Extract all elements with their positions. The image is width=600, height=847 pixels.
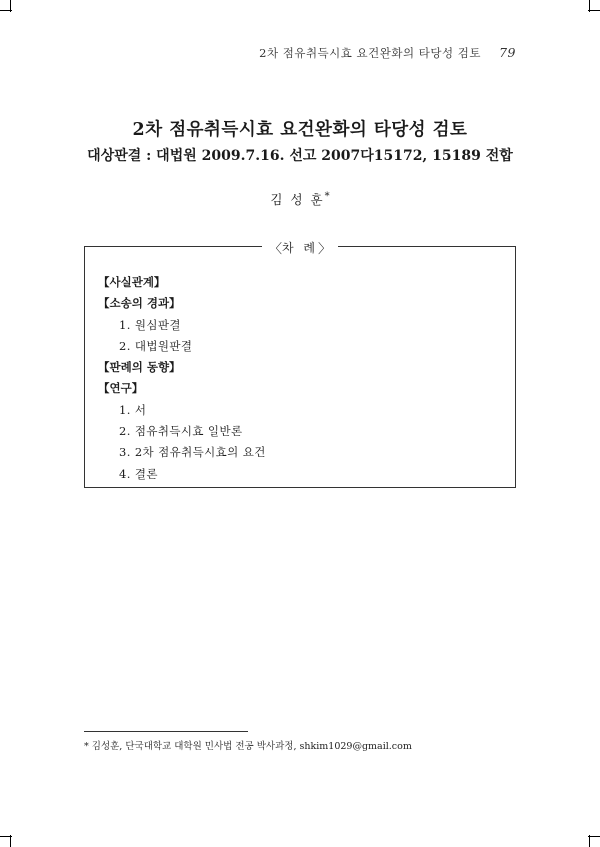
toc-section-item: 【판례의 동향】 — [98, 360, 181, 375]
toc-section-item: 【연구】 — [98, 381, 144, 396]
footnote-text: 김성훈, 단국대학교 대학원 민사법 전공 박사과정, shkim1029@gmail.com — [91, 741, 412, 752]
toc-subsection-item: 3. 2차 점유취득시효의 요건 — [119, 445, 266, 460]
toc-subsection-item: 2. 대법원판결 — [119, 338, 193, 353]
footnote-rule — [84, 731, 248, 732]
toc-subsection-item: 1. 원심판결 — [119, 317, 181, 332]
toc-section-item: 【사실관계】 — [98, 275, 166, 289]
toc-list — [98, 272, 498, 485]
toc-section-item: 【소송의 경과】 — [98, 296, 181, 311]
toc-border-top-right — [338, 246, 516, 247]
crop-mark — [589, 0, 590, 12]
article-subtitle: 대상판결 : 대법원 2009.7.16. 선고 2007다15172, 15189 전합 — [87, 148, 513, 164]
toc-heading — [262, 238, 338, 256]
toc-subsection-item: 1. 서 — [119, 402, 147, 417]
author-name-text: 김 성 훈 — [270, 192, 325, 207]
toc-border-top-left — [84, 246, 262, 247]
running-header — [259, 45, 516, 61]
running-header-title: 2차 점유취득시효 요건완화의 타당성 검토 — [259, 46, 481, 60]
crop-mark — [10, 835, 11, 847]
angle-left-icon: 〈 — [268, 241, 282, 257]
article-title: 2차 점유취득시효 요건완화의 타당성 검토 — [132, 120, 468, 140]
toc-heading-label: 차 례 — [282, 240, 318, 255]
footnote — [84, 738, 524, 752]
toc-subsection-item: 2. 점유취득시효 일반론 — [119, 424, 243, 439]
crop-mark — [10, 0, 11, 12]
page-number: 79 — [499, 45, 516, 60]
author-name — [0, 190, 600, 208]
footnote-mark: * — [84, 741, 89, 752]
author-footnote-mark: * — [324, 190, 330, 202]
toc-subsection-item: 4. 결론 — [119, 466, 158, 481]
crop-mark — [589, 835, 590, 847]
angle-right-icon: 〉 — [318, 241, 332, 257]
